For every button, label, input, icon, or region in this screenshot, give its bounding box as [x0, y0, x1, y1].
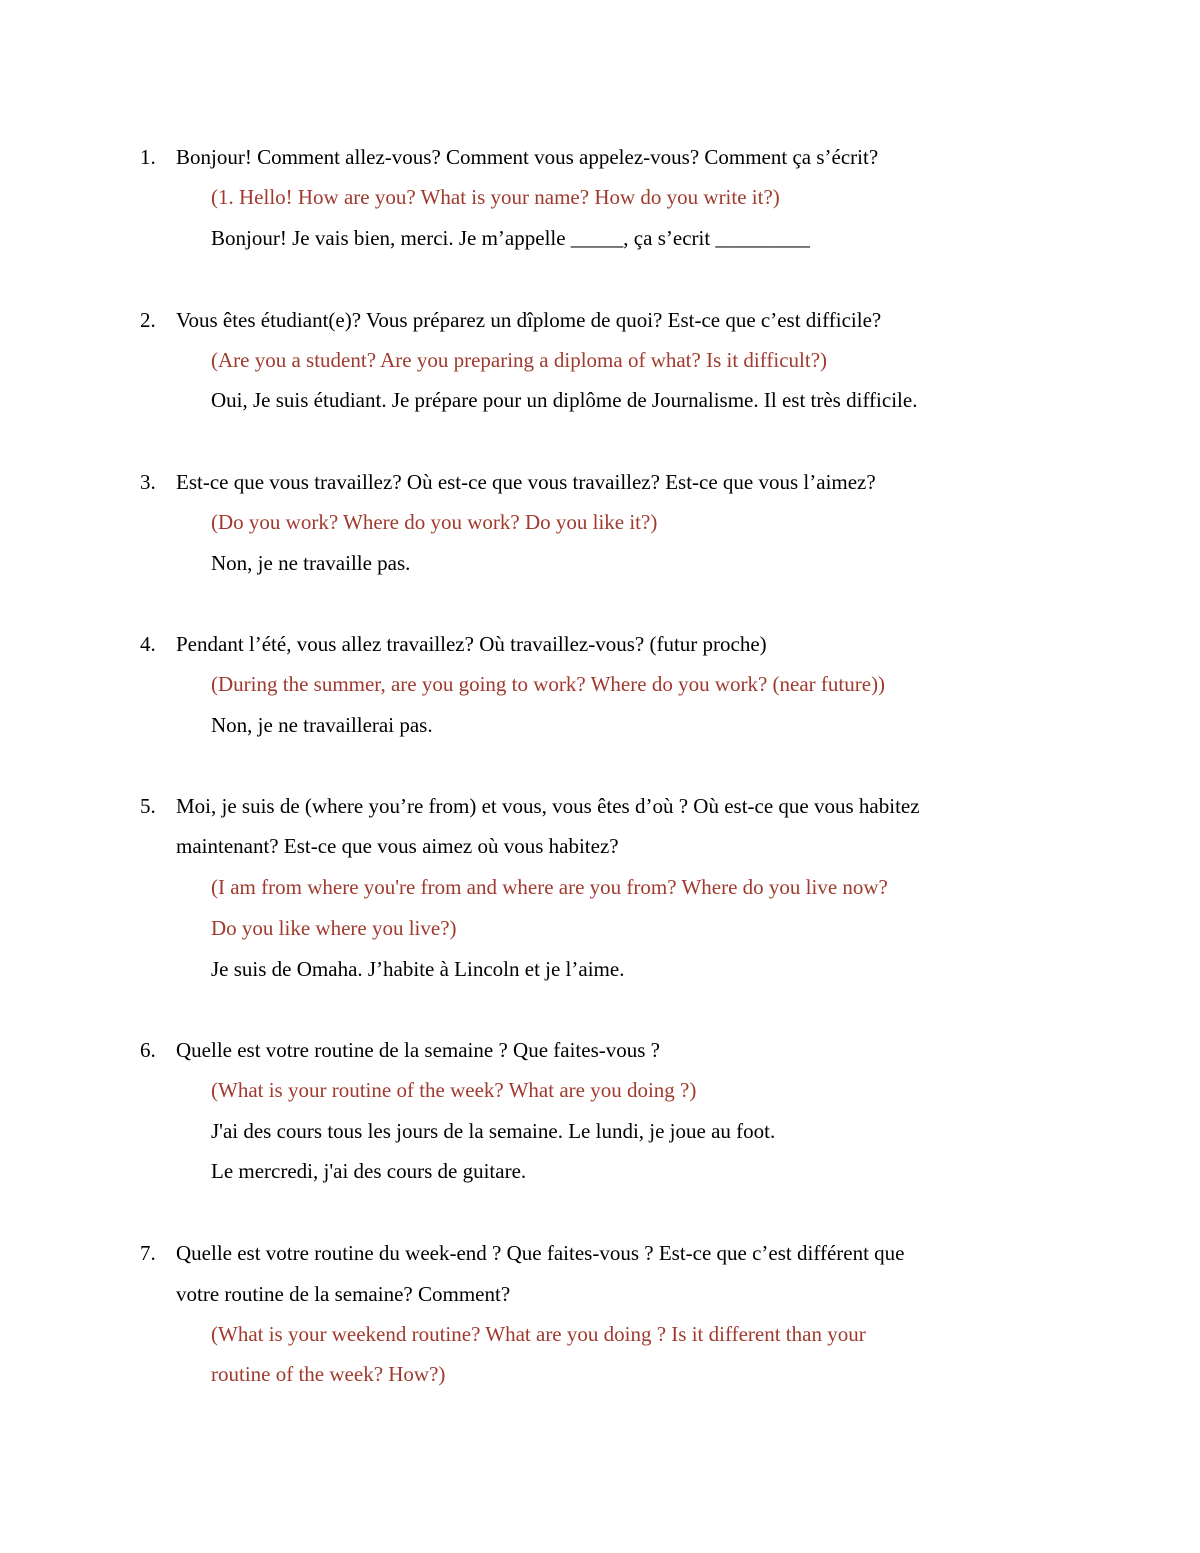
translation-text: (What is your weekend routine? What are you doing ? Is it different than your [211, 1322, 866, 1346]
question-number: 2. [140, 308, 156, 332]
answer-text: Je suis de Omaha. J’habite à Lincoln et je l’aime. [211, 957, 625, 981]
translation-text: (What is your routine of the week? What are you doing ?) [211, 1078, 697, 1102]
translation-text: (Do you work? Where do you work? Do you like it?) [211, 510, 658, 534]
question-text: Pendant l’été, vous allez travaillez? Où travaillez-vous? (futur proche) [176, 632, 767, 656]
answer-text: J'ai des cours tous les jours de la semaine. Le lundi, je joue au foot. [211, 1119, 776, 1143]
translation-text: (During the summer, are you going to work? Where do you work? (near future)) [211, 672, 886, 696]
question-number: 1. [140, 145, 156, 169]
translation-text: Do you like where you live?) [211, 916, 457, 940]
translation-text: (Are you a student? Are you preparing a diploma of what? Is it difficult?) [211, 348, 828, 372]
question-text: votre routine de la semaine? Comment? [176, 1282, 511, 1306]
answer-text: Bonjour! Je vais bien, merci. Je m’appelle _____, ça s’ecrit _________ [211, 226, 810, 250]
question-text: Quelle est votre routine de la semaine ? Que faites-vous ? [176, 1038, 660, 1062]
question-text: Moi, je suis de (where you’re from) et vous, vous êtes d’où ? Où est-ce que vous habitez [176, 794, 920, 818]
answer-text: Non, je ne travaillerai pas. [211, 713, 433, 737]
question-text: Bonjour! Comment allez-vous? Comment vous appelez-vous? Comment ça s’écrit? [176, 145, 879, 169]
translation-text: routine of the week? How?) [211, 1362, 446, 1386]
question-number: 5. [140, 794, 156, 818]
question-number: 6. [140, 1038, 156, 1062]
question-text: Vous êtes étudiant(e)? Vous préparez un dîplome de quoi? Est-ce que c’est difficile? [176, 308, 882, 332]
translation-text: (I am from where you're from and where are you from? Where do you live now? [211, 875, 888, 899]
answer-text: Non, je ne travaille pas. [211, 551, 411, 575]
question-text: Quelle est votre routine du week-end ? Que faites-vous ? Est-ce que c’est différent que [176, 1241, 905, 1265]
answer-text: Le mercredi, j'ai des cours de guitare. [211, 1159, 527, 1183]
question-text: Est-ce que vous travaillez? Où est-ce que vous travaillez? Est-ce que vous l’aimez? [176, 470, 876, 494]
question-number: 3. [140, 470, 156, 494]
translation-text: (1. Hello! How are you? What is your name? How do you write it?) [211, 185, 780, 209]
question-number: 4. [140, 632, 156, 656]
answer-text: Oui, Je suis étudiant. Je prépare pour un diplôme de Journalisme. Il est très difficile. [211, 388, 918, 412]
question-text: maintenant? Est-ce que vous aimez où vous habitez? [176, 834, 619, 858]
question-number: 7. [140, 1241, 156, 1265]
